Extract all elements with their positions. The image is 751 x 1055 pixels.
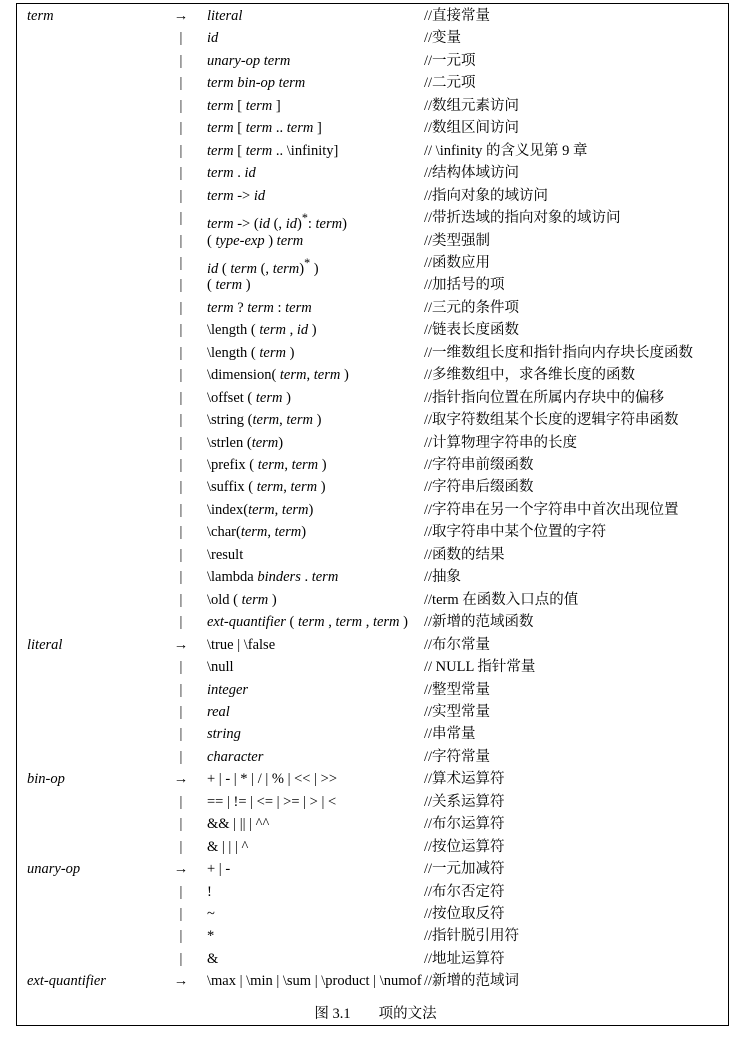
- nonterminal: unary-op: [27, 861, 81, 878]
- production-operator: |: [179, 659, 183, 676]
- production-operator: |: [179, 591, 183, 608]
- production-operator: |: [179, 322, 183, 339]
- production-rhs: \lambda binders . term: [207, 569, 339, 586]
- production-rhs: term . id: [207, 165, 256, 182]
- grammar-row: [0, 364, 751, 386]
- production-rhs: \null: [207, 659, 234, 676]
- production-rhs: && | || | ^^: [207, 816, 270, 833]
- grammar-row: [0, 589, 751, 611]
- production-operator: |: [179, 389, 183, 406]
- production-comment: //算术运算符: [424, 771, 505, 788]
- production-rhs: term ? term : term: [207, 299, 312, 316]
- grammar-row: [0, 521, 751, 543]
- production-operator: |: [179, 950, 183, 967]
- grammar-row: [0, 274, 751, 296]
- grammar-row: [0, 454, 751, 476]
- production-rhs: + | -: [207, 861, 231, 878]
- production-rhs: \prefix ( term, term ): [207, 457, 327, 473]
- grammar-row: [0, 566, 751, 588]
- grammar-row: [0, 319, 751, 341]
- production-rhs: term [ term .. term ]: [207, 120, 322, 137]
- production-rhs: term -> id: [207, 187, 266, 204]
- production-comment: //数组元素访问: [424, 97, 520, 114]
- production-operator: |: [179, 479, 183, 496]
- production-operator: →: [173, 973, 189, 990]
- production-operator: |: [179, 142, 183, 159]
- production-operator: |: [179, 210, 183, 227]
- production-comment: //布尔常量: [424, 636, 491, 653]
- nonterminal: bin-op: [27, 771, 65, 788]
- production-operator: |: [179, 748, 183, 765]
- production-operator: →: [173, 861, 189, 878]
- grammar-row: [0, 858, 751, 880]
- figure-caption: [0, 1004, 751, 1024]
- production-operator: |: [179, 614, 183, 631]
- production-operator: →: [173, 636, 189, 653]
- production-rhs: \max | \min | \sum | \product | \numof: [207, 973, 422, 990]
- production-comment: //变量: [424, 30, 462, 47]
- production-comment: //指向对象的域访问: [424, 187, 549, 204]
- production-comment: //链表长度函数: [424, 322, 520, 339]
- production-rhs: id ( term (, term)* ): [207, 255, 319, 277]
- grammar-row: [0, 746, 751, 768]
- production-comment: //指针脱引用符: [424, 928, 520, 945]
- production-comment: //直接常量: [424, 8, 491, 24]
- production-comment: //类型强制: [424, 232, 491, 249]
- production-comment: //计算物理字符串的长度: [424, 434, 578, 451]
- production-comment: //新增的范域词: [424, 973, 520, 990]
- grammar-row: [0, 207, 751, 232]
- production-operator: |: [179, 569, 183, 586]
- production-comment: //字符串后缀函数: [424, 479, 534, 496]
- production-rhs: integer: [207, 681, 249, 698]
- production-comment: //串常量: [424, 726, 476, 743]
- production-rhs: id: [207, 30, 219, 47]
- production-comment: //函数应用: [424, 254, 491, 271]
- grammar-row: [0, 791, 751, 813]
- production-rhs: \suffix ( term, term ): [207, 479, 326, 496]
- production-comment: //布尔否定符: [424, 883, 505, 900]
- production-rhs: \true | \false: [207, 636, 276, 653]
- production-comment: //结构体域访问: [424, 165, 520, 182]
- production-comment: //布尔运算符: [424, 816, 505, 833]
- production-operator: |: [179, 883, 183, 900]
- production-rhs: !: [207, 883, 212, 900]
- production-operator: |: [179, 681, 183, 698]
- production-operator: →: [173, 8, 189, 24]
- production-comment: //带折迭域的指向对象的域访问: [424, 210, 621, 227]
- production-rhs: ( term ): [207, 277, 251, 294]
- grammar-row: [0, 230, 751, 252]
- production-comment: //数组区间访问: [424, 120, 520, 137]
- production-comment: //指针指向位置在所属内存块中的偏移: [424, 389, 665, 406]
- caption-label: 图 3.1: [314, 1006, 351, 1022]
- production-comment: //字符串在另一个字符串中首次出现位置: [424, 501, 679, 518]
- grammar-row: [0, 95, 751, 117]
- grammar-row: [0, 476, 751, 498]
- production-operator: |: [179, 793, 183, 810]
- production-operator: |: [179, 299, 183, 316]
- grammar-row: [0, 297, 751, 319]
- nonterminal: ext-quantifier: [27, 973, 106, 990]
- production-rhs: \length ( term , id ): [207, 322, 317, 339]
- grammar-row: [0, 117, 751, 139]
- production-comment: // NULL 指针常量: [424, 659, 536, 676]
- production-comment: //关系运算符: [424, 793, 505, 810]
- production-rhs: term [ term .. \infinity]: [207, 142, 339, 159]
- production-rhs: &: [207, 950, 219, 967]
- production-rhs: \char(term, term): [207, 524, 307, 541]
- grammar-row: [0, 409, 751, 431]
- production-comment: //二元项: [424, 75, 476, 92]
- production-comment: //多维数组中，求各维长度的函数: [424, 367, 636, 384]
- grammar-row: [0, 252, 751, 277]
- grammar-row: [0, 948, 751, 970]
- production-rhs: *: [207, 928, 215, 945]
- production-comment: //整型常量: [424, 681, 491, 698]
- production-comment: //地址运算符: [424, 950, 505, 967]
- production-rhs: real: [207, 703, 230, 720]
- grammar-row: [0, 185, 751, 207]
- production-operator: |: [179, 703, 183, 720]
- production-comment: //字符常量: [424, 748, 491, 765]
- grammar-row: [0, 432, 751, 454]
- production-rhs: & | | | ^: [207, 838, 249, 855]
- production-operator: |: [179, 501, 183, 518]
- production-operator: |: [179, 524, 183, 541]
- grammar-row: [0, 387, 751, 409]
- grammar-row: [0, 27, 751, 49]
- production-rhs: \length ( term ): [207, 344, 295, 361]
- grammar-row: [0, 50, 751, 72]
- production-operator: |: [179, 726, 183, 743]
- production-operator: →: [173, 771, 189, 788]
- production-operator: |: [179, 97, 183, 114]
- production-rhs: literal: [207, 8, 243, 24]
- grammar-row: [0, 813, 751, 835]
- production-operator: |: [179, 546, 183, 563]
- production-comment: //一元加减符: [424, 861, 505, 878]
- production-rhs: \old ( term ): [207, 591, 277, 608]
- grammar-row: [0, 903, 751, 925]
- production-rhs: term -> (id (, id)*: term): [207, 211, 347, 232]
- production-operator: |: [179, 75, 183, 92]
- grammar-row: [0, 342, 751, 364]
- grammar-row: [0, 881, 751, 903]
- production-comment: //加括号的项: [424, 277, 505, 294]
- production-operator: |: [179, 120, 183, 137]
- grammar-row: [0, 162, 751, 184]
- production-rhs: ~: [207, 906, 215, 922]
- grammar-row: [0, 679, 751, 701]
- production-comment: //字符串前缀函数: [424, 457, 534, 473]
- grammar-row: [0, 611, 751, 633]
- grammar-row: [0, 723, 751, 745]
- production-operator: |: [179, 816, 183, 833]
- production-rhs: ext-quantifier ( term , term , term ): [207, 614, 409, 631]
- production-comment: //实型常量: [424, 703, 491, 720]
- production-comment: //按位取反符: [424, 906, 505, 922]
- grammar-row: [0, 970, 751, 992]
- production-comment: //三元的条件项: [424, 299, 520, 316]
- production-comment: // \infinity 的含义见第 9 章: [424, 142, 588, 159]
- grammar-row: [0, 5, 751, 27]
- production-operator: |: [179, 165, 183, 182]
- grammar-row: [0, 768, 751, 790]
- production-operator: |: [179, 367, 183, 384]
- production-rhs: \index(term, term): [207, 501, 314, 518]
- production-rhs: == | != | <= | >= | > | <: [207, 793, 337, 810]
- production-operator: |: [179, 344, 183, 361]
- production-rhs: character: [207, 748, 264, 765]
- production-operator: |: [179, 928, 183, 945]
- production-operator: |: [179, 232, 183, 249]
- grammar-row: [0, 544, 751, 566]
- production-rhs: \result: [207, 546, 244, 563]
- production-rhs: \offset ( term ): [207, 389, 291, 406]
- production-rhs: term bin-op term: [207, 75, 306, 92]
- grammar-row: [0, 656, 751, 678]
- production-rhs: + | - | * | / | % | << | >>: [207, 771, 337, 788]
- production-comment: //新增的范域函数: [424, 614, 534, 631]
- grammar-row: [0, 634, 751, 656]
- production-operator: |: [179, 254, 183, 271]
- production-comment: //一维数组长度和指针指向内存块长度函数: [424, 344, 694, 361]
- grammar-row: [0, 140, 751, 162]
- production-operator: |: [179, 30, 183, 47]
- production-operator: |: [179, 906, 183, 922]
- grammar-row: [0, 701, 751, 723]
- production-operator: |: [179, 838, 183, 855]
- grammar-row: [0, 836, 751, 858]
- production-operator: |: [179, 277, 183, 294]
- nonterminal: literal: [27, 636, 63, 653]
- production-comment: //取字符串中某个位置的字符: [424, 524, 607, 541]
- production-rhs: \string (term, term ): [207, 412, 322, 429]
- production-comment: //一元项: [424, 52, 476, 69]
- production-comment: //函数的结果: [424, 546, 505, 563]
- production-rhs: ( type-exp ) term: [207, 232, 304, 249]
- grammar-row: [0, 72, 751, 94]
- production-comment: //取字符数组某个长度的逻辑字符串函数: [424, 412, 679, 429]
- production-rhs: term [ term ]: [207, 97, 281, 114]
- production-rhs: \dimension( term, term ): [207, 367, 349, 384]
- grammar-row: [0, 499, 751, 521]
- production-comment: //抽象: [424, 569, 462, 586]
- caption-title: 项的文法: [378, 1006, 437, 1022]
- production-operator: |: [179, 457, 183, 473]
- production-rhs: string: [207, 726, 241, 743]
- production-rhs: \strlen (term): [207, 434, 284, 451]
- production-comment: //按位运算符: [424, 838, 505, 855]
- nonterminal: term: [27, 8, 54, 24]
- production-operator: |: [179, 412, 183, 429]
- production-comment: //term 在函数入口点的值: [424, 591, 579, 608]
- production-operator: |: [179, 434, 183, 451]
- grammar-row: [0, 925, 751, 947]
- production-operator: |: [179, 187, 183, 204]
- production-operator: |: [179, 52, 183, 69]
- production-rhs: unary-op term: [207, 52, 291, 69]
